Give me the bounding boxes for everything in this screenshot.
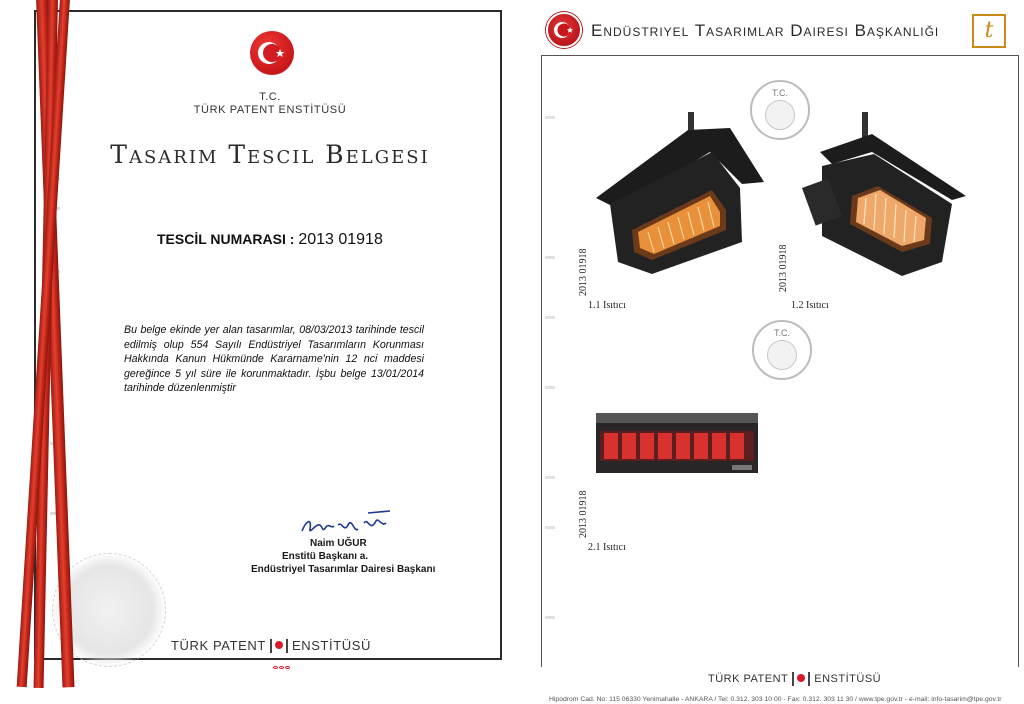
stamp-tc: T.C. [771, 88, 788, 98]
tpe-logo-icon [270, 639, 288, 653]
stamp-tc: T.C. [773, 328, 790, 338]
binder-hole [545, 616, 555, 619]
heater-1-1-image [592, 112, 768, 282]
binder-hole [545, 476, 555, 479]
registration-certificate [34, 10, 502, 660]
design-drawings-page [532, 8, 1024, 704]
registration-label: TESCİL NUMARASI : [157, 231, 299, 247]
design-caption-2-1: 2.1 Isıtıcı [588, 542, 626, 553]
design-code-1-2: 2013 01918 [778, 244, 789, 292]
tpe-logo-icon [792, 672, 810, 686]
tasarim-t-icon: t [972, 14, 1006, 48]
design-caption-1-2: 1.2 Isıtıcı [791, 300, 829, 311]
design-code-1-1: 2013 01918 [578, 248, 589, 296]
design-code-2-1: 2013 01918 [578, 490, 589, 538]
signer-name: Naim UĞUR [310, 538, 367, 549]
handwritten-signature [298, 503, 408, 543]
certificate-title: Tasarım Tescil Belgesi [110, 140, 430, 169]
contact-address: Hipodrom Cad. No: 115 06330 Yenimahalle - ANKARA / Tel: 0.312. 303 10 00 - Fax: 0.312. 303 11 30 / www.tpe.gov.tr - e-mail: info-tasarim@tpe.gov.tr [549, 696, 1002, 703]
footer-right-text: ENSTİTÜSÜ [291, 638, 372, 653]
design-caption-1-1: 1.1 Isıtıcı [588, 300, 626, 311]
cert-institute: TÜRK PATENT ENSTİTÜSÜ [193, 104, 347, 116]
tpe-emblem-icon [546, 12, 582, 48]
cert-footer [171, 638, 371, 653]
footer-left-text: TÜRK PATENT [171, 638, 266, 653]
binder-hole [545, 116, 555, 119]
registration-line [157, 231, 383, 249]
page-footer [708, 672, 881, 686]
turkish-emblem-icon [250, 31, 294, 75]
certificate-body: Bu belge ekinde yer alan tasarımlar, 08/03/2013 tarihinde tescil edilmiş olup 554 Sayılı Endüstriyel Tasarımların Korunması Hakkında Kanun Hükmünde Kararname'nin 12 nci maddesi gereğince 5 yıl süre ile korunmaktadır. İşbu belge 13/01/2014 tarihinde düzenlenmiştir [124, 324, 424, 395]
department-header: Endüstriyel Tasarımlar Dairesi Başkanlığı [591, 21, 940, 40]
footer-dots-icon [273, 656, 291, 674]
binder-hole [545, 526, 555, 529]
binder-hole [545, 256, 555, 259]
footer-left-text: TÜRK PATENT [708, 673, 789, 685]
binder-hole [545, 316, 555, 319]
heater-2-1-image [596, 413, 758, 475]
signer-department: Endüstriyel Tasarımlar Dairesi Başkanı [251, 564, 436, 575]
binder-hole [545, 386, 555, 389]
official-stamp-icon [752, 320, 812, 380]
signer-title: Enstitü Başkanı a. [282, 551, 369, 562]
registration-number: 2013 01918 [298, 231, 383, 248]
footer-right-text: ENSTİTÜSÜ [814, 673, 882, 685]
heater-1-2-image [802, 112, 972, 282]
cert-tc: T.C. [259, 91, 281, 103]
